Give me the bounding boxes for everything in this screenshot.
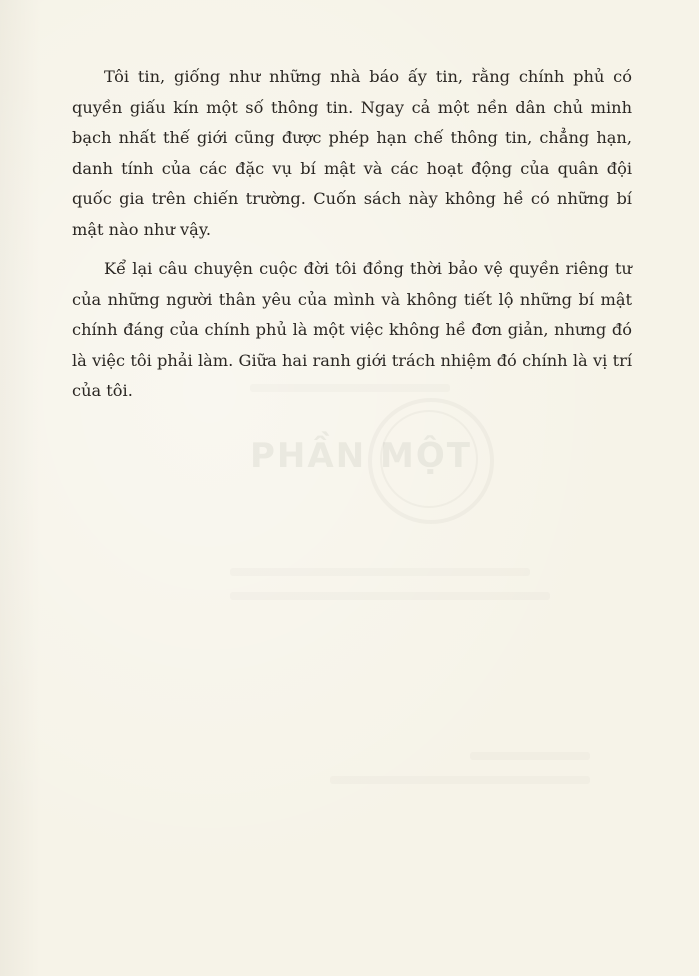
show-through-heading: PHẦN MỘT [250,436,472,476]
show-through-line [470,752,590,760]
show-through-line [330,776,590,784]
show-through-line [230,592,550,600]
show-through-line [230,568,530,576]
paragraph: Tôi tin, giống như những nhà báo ấy tin, rằng chính phủ có quyền giấu kín một số thông tin. Ngay cả một nền dân chủ minh bạch nhất thế giới cũng được phép hạn chế thông tin, chẳng hạn, danh tính của các đặc vụ bí mật và các hoạt động của quân đội quốc gia trên chiến trường. Cuốn sách này không hề có những bí mật nào như vậy. [72,67,632,239]
paragraph: Kể lại câu chuyện cuộc đời tôi đồng thời bảo vệ quyền riêng tư của những người thân yêu của mình và không tiết lộ những bí mật chính đáng của chính phủ là một việc không hề đơn giản, nhưng đó là việc tôi phải làm. Giữa hai ranh giới trách nhiệm đó chính là vị trí của tôi. [72,259,632,400]
body-text [72,62,632,407]
